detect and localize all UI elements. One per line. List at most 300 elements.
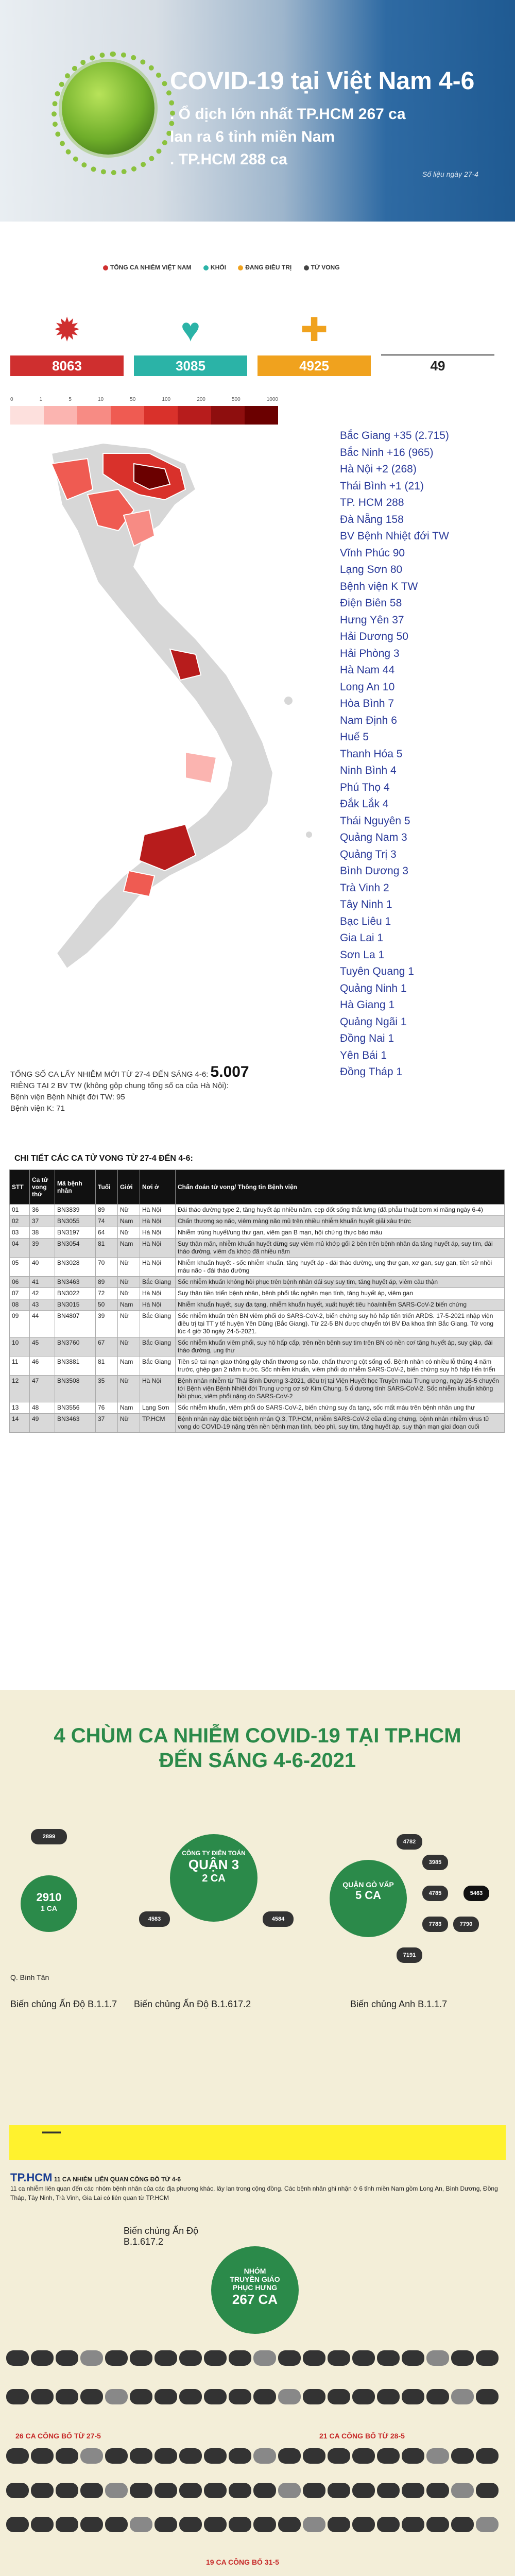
death-table-title: CHI TIẾT CÁC CA TỬ VONG TỪ 27-4 ĐẾN 4-6: <box>14 1154 193 1163</box>
table-cell: BN3463 <box>55 1414 96 1433</box>
list-item: Quảng Trị 3 <box>340 848 397 860</box>
table-cell: Hà Nội <box>140 1227 176 1239</box>
list-item: Bình Dương 3 <box>340 865 408 877</box>
case-node <box>278 2448 301 2464</box>
case-node <box>402 2448 424 2464</box>
heat-scale-labels: 0 1 5 10 50 100 200 500 1000 <box>10 397 278 402</box>
case-node <box>377 2483 400 2498</box>
table-cell: 05 <box>10 1258 30 1277</box>
case-node: 7191 <box>397 1947 422 1963</box>
table-cell: 81 <box>96 1239 118 1258</box>
case-node <box>476 2483 499 2498</box>
list-item: Hải Dương 50 <box>340 631 408 642</box>
case-node <box>476 2517 499 2532</box>
list-item: Hưng Yên 37 <box>340 614 404 626</box>
table-cell: 45 <box>30 1337 55 1357</box>
case-node <box>377 2350 400 2366</box>
list-item: Thanh Hóa 5 <box>340 748 403 760</box>
list-item: Thái Bình +1 (21) <box>340 480 424 492</box>
stat-recovered <box>134 309 247 376</box>
table-row <box>10 1239 505 1258</box>
header-line-1: . Ổ dịch lớn nhất TP.HCM 267 ca <box>170 106 406 123</box>
case-node <box>154 2389 177 2404</box>
table-cell: BN3028 <box>55 1258 96 1277</box>
table-row <box>10 1414 505 1433</box>
case-node <box>352 2389 375 2404</box>
table-cell: Bắc Giang <box>140 1357 176 1376</box>
case-node <box>328 2350 350 2366</box>
table-cell: Nữ <box>118 1205 140 1216</box>
case-node <box>377 2517 400 2532</box>
list-item: Huế 5 <box>340 731 369 743</box>
case-grid <box>5 2349 510 2427</box>
table-cell: Bắc Giang <box>140 1311 176 1337</box>
case-node <box>130 2517 152 2532</box>
stat-deaths <box>381 309 494 376</box>
case-node <box>179 2483 202 2498</box>
table-cell: Nữ <box>118 1414 140 1433</box>
table-cell: Nữ <box>118 1227 140 1239</box>
table-cell: BN3881 <box>55 1357 96 1376</box>
list-item: Hà Giang 1 <box>340 999 395 1011</box>
case-node <box>56 2517 78 2532</box>
list-item: Hà Nam 44 <box>340 664 395 676</box>
table-cell: BN3055 <box>55 1216 96 1227</box>
case-node <box>80 2350 103 2366</box>
table-cell: 67 <box>96 1337 118 1357</box>
case-node <box>303 2389 325 2404</box>
list-item: Đắk Lắk 4 <box>340 798 389 810</box>
table-cell: 38 <box>30 1227 55 1239</box>
table-cell: Hà Nội <box>140 1299 176 1311</box>
table-cell: BN3463 <box>55 1277 96 1288</box>
case-node <box>426 2448 449 2464</box>
legend-item: TỔNG CA NHIỄM VIỆT NAM <box>103 264 192 271</box>
list-item: Nam Định 6 <box>340 714 397 726</box>
case-node <box>204 2517 227 2532</box>
list-item: Lạng Sơn 80 <box>340 564 403 575</box>
case-node <box>451 2350 474 2366</box>
list-item: Long An 10 <box>340 681 395 693</box>
list-item: Quảng Ngãi 1 <box>340 1015 407 1028</box>
table-cell: 02 <box>10 1216 30 1227</box>
table-cell: 12 <box>10 1376 30 1402</box>
heart-icon: ♥ <box>181 311 200 348</box>
table-row <box>10 1337 505 1357</box>
case-node <box>377 2448 400 2464</box>
table-cell: 37 <box>30 1216 55 1227</box>
table-cell: 37 <box>96 1414 118 1433</box>
case-node <box>229 2350 251 2366</box>
heat-scale <box>10 406 278 425</box>
case-node <box>179 2448 202 2464</box>
table-row <box>10 1299 505 1311</box>
case-node <box>154 2517 177 2532</box>
case-node <box>253 2448 276 2464</box>
table-cell: 39 <box>96 1311 118 1337</box>
table-cell: BN3760 <box>55 1337 96 1357</box>
case-node <box>229 2517 251 2532</box>
case-node <box>278 2483 301 2498</box>
case-node <box>253 2483 276 2498</box>
table-header-row: STT Ca tử vong thứ Mã bệnh nhân Tuổi Giới Nơi ở Chẩn đoán tử vong/ Thông tin Bệnh viện <box>10 1170 505 1205</box>
case-node <box>105 2483 128 2498</box>
stats-legend <box>103 264 350 271</box>
case-node <box>105 2517 128 2532</box>
table-cell: TP.HCM <box>140 1414 176 1433</box>
table-cell: 74 <box>96 1216 118 1227</box>
table-cell: 43 <box>30 1299 55 1311</box>
case-node <box>253 2389 276 2404</box>
case-node <box>426 2389 449 2404</box>
bv-tropical: Bệnh viện Bệnh Nhiệt đới TW: 95 <box>10 1093 125 1101</box>
case-node <box>451 2448 474 2464</box>
cluster-1-label: Biến chủng Ấn Độ B.1.1.7 <box>10 1999 117 2009</box>
table-cell: 81 <box>96 1357 118 1376</box>
table-cell: 42 <box>30 1288 55 1299</box>
case-node <box>130 2350 152 2366</box>
table-cell: Sốc nhiễm khuẩn trên BN viêm phổi do SARS-CoV-2, biến chứng suy hô hấp tiến triển ARDS. 17-5-2021 nhập viện điều trị tại TT y tế huyện Yên Dũng (Bắc Giang). Từ 22-5 BN được chuyển tới BV Đa khoa tỉnh Bắc Giang. Tử vong lúc 4 giờ 30 ngày 24-5-2021. <box>176 1311 505 1337</box>
case-node <box>402 2517 424 2532</box>
case-node <box>31 2389 54 2404</box>
case-node <box>204 2389 227 2404</box>
table-cell: Nam <box>118 1299 140 1311</box>
table-cell: 08 <box>10 1299 30 1311</box>
case-node <box>328 2483 350 2498</box>
table-cell: Hà Nội <box>140 1239 176 1258</box>
hospital-icon: ✚ <box>300 311 328 348</box>
table-cell: Nữ <box>118 1288 140 1299</box>
case-node: 4584 <box>263 1911 294 1927</box>
case-node <box>402 2389 424 2404</box>
header-line-2: lan ra 6 tỉnh miền Nam <box>170 128 335 145</box>
case-node <box>451 2389 474 2404</box>
header-banner <box>0 0 515 222</box>
cluster-binh-tan: 2910 1 CA <box>21 1875 77 1932</box>
case-node <box>80 2483 103 2498</box>
case-node: 4583 <box>139 1911 170 1927</box>
case-grid <box>5 2447 510 2550</box>
list-item: Vĩnh Phúc 90 <box>340 547 405 559</box>
list-item: Bắc Ninh +16 (965) <box>340 446 434 459</box>
table-cell: Hà Nội <box>140 1376 176 1402</box>
table-cell: Suy thận tiền triển bệnh nhân, bệnh phổi tắc nghẽn mạn tính, tăng huyết áp, viêm gan <box>176 1288 505 1299</box>
hcm-yellow-bar <box>9 2125 506 2160</box>
table-cell: Bệnh nhân này đặc biệt bệnh nhân Q.3, TP.HCM, nhiễm SARS-CoV-2 của dùng chứng, bệnh nhân nhiễm virus tử vong do COVID-19 nặng trên nền bệnh mạn tính, béo phì, suy tim, tăng huyết áp, suy thận mạn giai đoạn cuối <box>176 1414 505 1433</box>
table-row <box>10 1216 505 1227</box>
case-node <box>56 2448 78 2464</box>
case-node <box>278 2517 301 2532</box>
legend-item: ĐANG ĐIỀU TRỊ <box>238 264 291 271</box>
table-cell: Nữ <box>118 1337 140 1357</box>
case-node <box>328 2389 350 2404</box>
table-cell: 36 <box>30 1205 55 1216</box>
case-node <box>229 2389 251 2404</box>
table-cell: 49 <box>30 1414 55 1433</box>
list-item: Yên Bái 1 <box>340 1049 387 1061</box>
case-node <box>328 2517 350 2532</box>
table-cell: BN3556 <box>55 1402 96 1414</box>
group-label: 21 CA CÔNG BỐ TỪ 28-5 <box>319 2432 405 2440</box>
table-cell: BN4807 <box>55 1311 96 1337</box>
case-node <box>426 2350 449 2366</box>
table-cell: BN3022 <box>55 1288 96 1299</box>
case-node <box>56 2350 78 2366</box>
case-node <box>377 2389 400 2404</box>
case-node <box>204 2448 227 2464</box>
virus-icon: ✹ <box>53 311 81 348</box>
cluster-go-vap: QUẬN GÒ VẤP 5 CA <box>330 1860 407 1937</box>
list-item: Gia Lai 1 <box>340 932 384 944</box>
table-cell: 04 <box>10 1239 30 1258</box>
list-item: Bệnh viện K TW <box>340 580 418 592</box>
table-cell: Nhiễm trùng huyết/ung thư gan, viêm gan B mạn, hội chứng thực bào máu <box>176 1227 505 1239</box>
case-node <box>402 2483 424 2498</box>
table-cell: 76 <box>96 1402 118 1414</box>
list-item: Tây Ninh 1 <box>340 899 392 910</box>
list-item: Quảng Ninh 1 <box>340 982 407 994</box>
cluster-2-label: Biến chủng Ấn Độ B.1.617.2 <box>134 1999 251 2009</box>
case-node <box>105 2389 128 2404</box>
case-node: 2899 <box>31 1829 67 1844</box>
table-cell: Sốc nhiễm khuẩn, viêm phổi do SARS-CoV-2, biến chứng suy đa tạng, sốc mất máu trên bệnh nhân ung thư <box>176 1402 505 1414</box>
case-node <box>154 2350 177 2366</box>
cluster-1-place: Q. Bình Tân <box>10 1973 49 1981</box>
table-row <box>10 1357 505 1376</box>
case-node <box>476 2389 499 2404</box>
list-item: Quảng Nam 3 <box>340 832 407 843</box>
table-cell: Tiền sử tai nạn giao thông gây chấn thương sọ não, chấn thương cột sống cổ. Bệnh nhân có nhiều lỗ thủng 4 năm trước, ghép gan 2 năm trước. Sốc nhiễm khuẩn, viêm phổi do nhiễm SARS-CoV-2, biến chứng suy hô hấp tiến triển <box>176 1357 505 1376</box>
case-node <box>130 2483 152 2498</box>
table-cell: Sốc nhiễm khuẩn không hồi phục trên bệnh nhân đái suy suy tim, tăng huyết áp, viêm cầu thận <box>176 1277 505 1288</box>
case-node <box>451 2517 474 2532</box>
table-cell: 06 <box>10 1277 30 1288</box>
table-cell: Bắc Giang <box>140 1277 176 1288</box>
group-label: 19 CA CÔNG BỐ 31-5 <box>206 2558 279 2566</box>
table-cell: 07 <box>10 1288 30 1299</box>
list-item: Phú Thọ 4 <box>340 781 390 793</box>
stat-total <box>10 309 124 376</box>
table-cell: 89 <box>96 1277 118 1288</box>
case-node <box>204 2483 227 2498</box>
table-cell: Hà Nội <box>140 1216 176 1227</box>
list-item: Đồng Nai 1 <box>340 1032 394 1044</box>
table-cell: Nam <box>118 1216 140 1227</box>
table-cell: Lạng Sơn <box>140 1402 176 1414</box>
summary-notes <box>10 1063 340 1114</box>
table-row <box>10 1227 505 1239</box>
case-node <box>6 2483 29 2498</box>
case-node <box>31 2350 54 2366</box>
stat-treating-value: 4925 <box>258 355 371 376</box>
case-node <box>6 2448 29 2464</box>
table-cell: 72 <box>96 1288 118 1299</box>
table-cell: Hà Nội <box>140 1288 176 1299</box>
table-cell: 13 <box>10 1402 30 1414</box>
table-cell: 44 <box>30 1311 55 1337</box>
table-cell: Bệnh nhân nhiễm từ Thái Bình Dương 3-2021, điều trị tại Viện Huyết học Truyền máu Trung ương, ngày 26-5 chuyển tới Bệnh viện Bệnh Nhiệt đới Trung ương cơ sở Kim Chung. 5 ổ dương tính SARS-CoV-2. Sốc nhiễm khuẩn không hồi phục, viêm phổi nặng do SARS-CoV-2 <box>176 1376 505 1402</box>
case-node <box>80 2517 103 2532</box>
case-node <box>6 2517 29 2532</box>
case-node <box>253 2517 276 2532</box>
list-item: Tuyên Quang 1 <box>340 965 414 977</box>
table-cell: BN3015 <box>55 1299 96 1311</box>
table-cell: 39 <box>30 1239 55 1258</box>
case-node <box>56 2389 78 2404</box>
stat-recovered-value: 3085 <box>134 355 247 376</box>
table-cell: 01 <box>10 1205 30 1216</box>
stat-total-value: 8063 <box>10 355 124 376</box>
table-cell: 40 <box>30 1258 55 1277</box>
table-cell: 14 <box>10 1414 30 1433</box>
table-cell: BN3839 <box>55 1205 96 1216</box>
table-cell: 50 <box>96 1299 118 1311</box>
case-node: 3985 <box>422 1855 448 1870</box>
stat-deaths-value: 49 <box>381 354 494 376</box>
table-cell: Hà Nội <box>140 1258 176 1277</box>
case-node <box>56 2483 78 2498</box>
list-item: Thái Nguyên 5 <box>340 815 410 827</box>
table-cell: 64 <box>96 1227 118 1239</box>
province-case-list <box>340 428 510 1081</box>
table-cell: 35 <box>96 1376 118 1402</box>
list-item: Hà Nội +2 (268) <box>340 463 417 475</box>
case-node <box>303 2448 325 2464</box>
case-node <box>303 2483 325 2498</box>
table-cell: Nam <box>118 1239 140 1258</box>
case-node <box>179 2389 202 2404</box>
list-item: Đà Nẵng 158 <box>340 513 404 526</box>
case-node: 7790 <box>453 1917 479 1932</box>
case-node <box>352 2350 375 2366</box>
hcm-title: 4 CHÙM CA NHIỄM COVID-19 TẠI TP.HCM ĐẾN SÁNG 4-6-2021 <box>54 1724 461 1772</box>
table-cell: 10 <box>10 1337 30 1357</box>
table-row <box>10 1277 505 1288</box>
table-row <box>10 1205 505 1216</box>
group-label: 26 CA CÔNG BỐ TỪ 27-5 <box>15 2432 101 2440</box>
table-cell: BN3508 <box>55 1376 96 1402</box>
case-node <box>476 2448 499 2464</box>
list-item: TP. HCM 288 <box>340 497 404 509</box>
table-cell: 70 <box>96 1258 118 1277</box>
case-node <box>130 2389 152 2404</box>
legend-item: KHỎI <box>203 264 226 271</box>
page-title: COVID-19 tại Việt Nam 4-6 <box>170 67 475 95</box>
table-cell: 03 <box>10 1227 30 1239</box>
case-node: 7783 <box>422 1917 448 1932</box>
case-node <box>31 2448 54 2464</box>
case-node <box>426 2483 449 2498</box>
case-node <box>6 2389 29 2404</box>
death-table <box>9 1170 505 1433</box>
table-row <box>10 1402 505 1414</box>
nhom-variant-label: Biến chủng Ấn Độ B.1.617.2 <box>124 2226 199 2247</box>
list-item: Hòa Bình 7 <box>340 698 394 709</box>
table-cell: 09 <box>10 1311 30 1337</box>
header-line-3: . TP.HCM 288 ca <box>170 151 287 168</box>
table-row <box>10 1288 505 1299</box>
table-cell: 46 <box>30 1357 55 1376</box>
case-node <box>303 2517 325 2532</box>
case-node <box>303 2350 325 2366</box>
case-node <box>476 2350 499 2366</box>
list-item: Ninh Bình 4 <box>340 765 397 776</box>
table-row <box>10 1376 505 1402</box>
data-date: Số liệu ngày 27-4 <box>422 170 478 178</box>
stat-treating <box>258 309 371 376</box>
case-node <box>352 2448 375 2464</box>
case-node <box>278 2350 301 2366</box>
case-node <box>352 2483 375 2498</box>
table-row <box>10 1311 505 1337</box>
hcm-note: TP.HCM 11 CA NHIỄM LIÊN QUAN CÔNG ĐỒ TỪ 4-6 11 ca nhiễm liên quan đến các nhóm bệnh nhân của các địa phương khác, lây lan trong cộng đồng. Các bệnh nhân ghi nhận ở 6 tỉnh miền Nam gồm Long An, Bình Dương, Đồng Tháp, Tây Ninh, Trà Vinh, Gia Lai có liên quan từ TP.HCM <box>10 2171 498 2201</box>
table-row <box>10 1258 505 1277</box>
table-cell: Nam <box>118 1402 140 1414</box>
case-node <box>6 2350 29 2366</box>
list-item: Bạc Liêu 1 <box>340 915 391 927</box>
table-cell: Đái tháo đường type 2, tăng huyết áp nhiều năm, cẹp đốt sống thắt lưng (đã phẫu thuật bơm xi măng ngày 6-4) <box>176 1205 505 1216</box>
list-item: Trà Vinh 2 <box>340 882 389 894</box>
total-tests-value: 5.007 <box>210 1063 249 1080</box>
table-cell: Nhiễm khuẩn huyết - sốc nhiễm khuẩn, tăng huyết áp - đái tháo đường, ung thư gan, xơ gan, suy gan, tiền sử nhồi máu não - đái tháo đường <box>176 1258 505 1277</box>
table-cell: BN3054 <box>55 1239 96 1258</box>
case-node <box>278 2389 301 2404</box>
table-cell: 41 <box>30 1277 55 1288</box>
total-tests-label: TỔNG SỐ CA LẤY NHIỄM MỚI TỪ 27-4 ĐẾN SÁNG 4-6: <box>10 1070 209 1079</box>
case-node: 5463 <box>464 1886 489 1901</box>
case-node <box>130 2448 152 2464</box>
case-node <box>154 2483 177 2498</box>
table-cell: Nữ <box>118 1277 140 1288</box>
list-item: Điện Biên 58 <box>340 597 402 609</box>
table-cell: BN3197 <box>55 1227 96 1239</box>
table-cell: Nữ <box>118 1311 140 1337</box>
list-item: Đồng Tháp 1 <box>340 1066 403 1078</box>
case-node <box>253 2350 276 2366</box>
case-node <box>80 2448 103 2464</box>
case-node <box>105 2448 128 2464</box>
bar-tag: ▬▬▬ <box>42 2128 61 2135</box>
case-node <box>328 2448 350 2464</box>
table-cell: Bắc Giang <box>140 1337 176 1357</box>
cluster-truyen-giao-phuc-hung: NHÓM TRUYỀN GIÁO PHỤC HƯNG 267 CA <box>211 2246 299 2334</box>
table-cell: Chấn thương sọ não, viêm màng não mủ trên nhiều nhiễm khuẩn huyết giải xâu thức <box>176 1216 505 1227</box>
virus-icon <box>62 62 154 155</box>
case-node <box>352 2517 375 2532</box>
case-node <box>105 2350 128 2366</box>
cluster-quan-3: CÔNG TY ĐIỆN TOÁN QUẬN 3 2 CA <box>170 1834 258 1922</box>
table-cell: Nữ <box>118 1376 140 1402</box>
cluster-3-label: Biến chủng Anh B.1.1.7 <box>350 1999 448 2009</box>
case-node: 4782 <box>397 1834 422 1850</box>
bv-line: RIÊNG TẠI 2 BV TW (không gộp chung tổng số ca của Hà Nội): <box>10 1081 229 1090</box>
list-item: Bắc Giang +35 (2.715) <box>340 430 449 442</box>
case-node <box>402 2350 424 2366</box>
table-cell: Nữ <box>118 1258 140 1277</box>
table-cell: 48 <box>30 1402 55 1414</box>
table-cell: 11 <box>10 1357 30 1376</box>
case-node <box>179 2517 202 2532</box>
header-summary <box>170 103 406 171</box>
case-node <box>204 2350 227 2366</box>
list-item: Sơn La 1 <box>340 948 385 961</box>
case-node <box>229 2483 251 2498</box>
case-node <box>80 2389 103 2404</box>
case-node <box>31 2517 54 2532</box>
list-item: Hải Phòng 3 <box>340 647 400 659</box>
table-cell: 47 <box>30 1376 55 1402</box>
case-node <box>426 2517 449 2532</box>
